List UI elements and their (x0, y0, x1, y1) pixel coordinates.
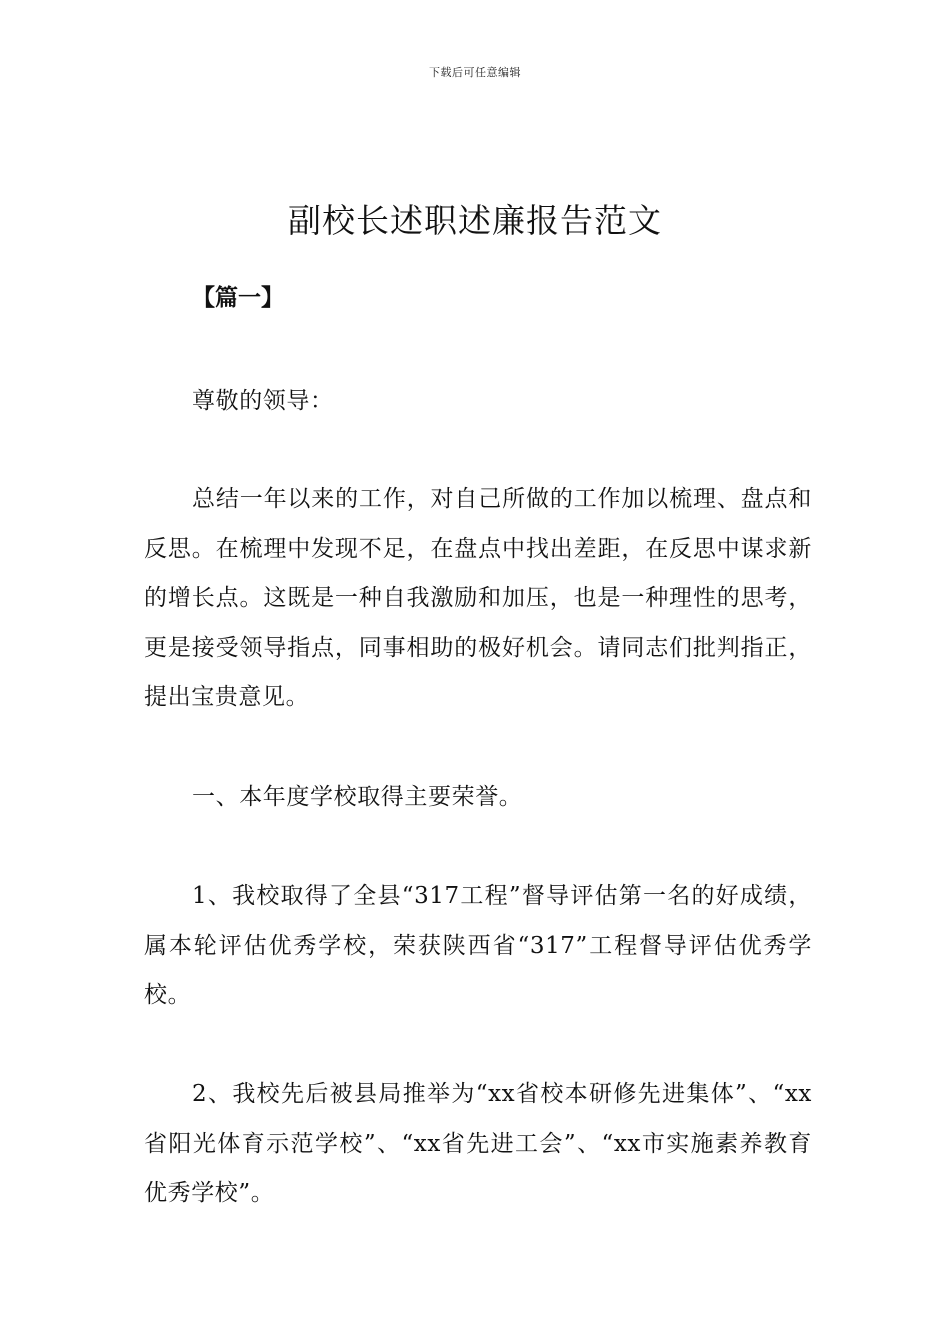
honor-item-1-paragraph: 1、我校取得了全县“317工程”督导评估第一名的好成绩，属本轮评估优秀学校，荣获陕西省“317”工程督导评估优秀学校。 (144, 883, 812, 1008)
honor-item-2-paragraph: 2、我校先后被县局推举为“xx省校本研修先进集体”、“xx省阳光体育示范学校”、“xx省先进工会”、“xx市实施素养教育优秀学校”。 (144, 1081, 812, 1206)
section-heading-paragraph: 一、本年度学校取得主要荣誉。 (192, 784, 523, 810)
header-note: 下载后可任意编辑 (429, 66, 521, 79)
section-label: 【篇一】 (192, 284, 284, 311)
intro-paragraph: 总结一年以来的工作，对自己所做的工作加以梳理、盘点和反思。在梳理中发现不足，在盘点中找出差距，在反思中谋求新的增长点。这既是一种自我激励和加压，也是一种理性的思考，更是接受领导指点，同事相助的极好机会。请同志们批判指正，提出宝贵意见。 (144, 486, 812, 710)
salutation-paragraph: 尊敬的领导： (192, 388, 334, 414)
document-title: 副校长述职述廉报告范文 (288, 201, 662, 241)
